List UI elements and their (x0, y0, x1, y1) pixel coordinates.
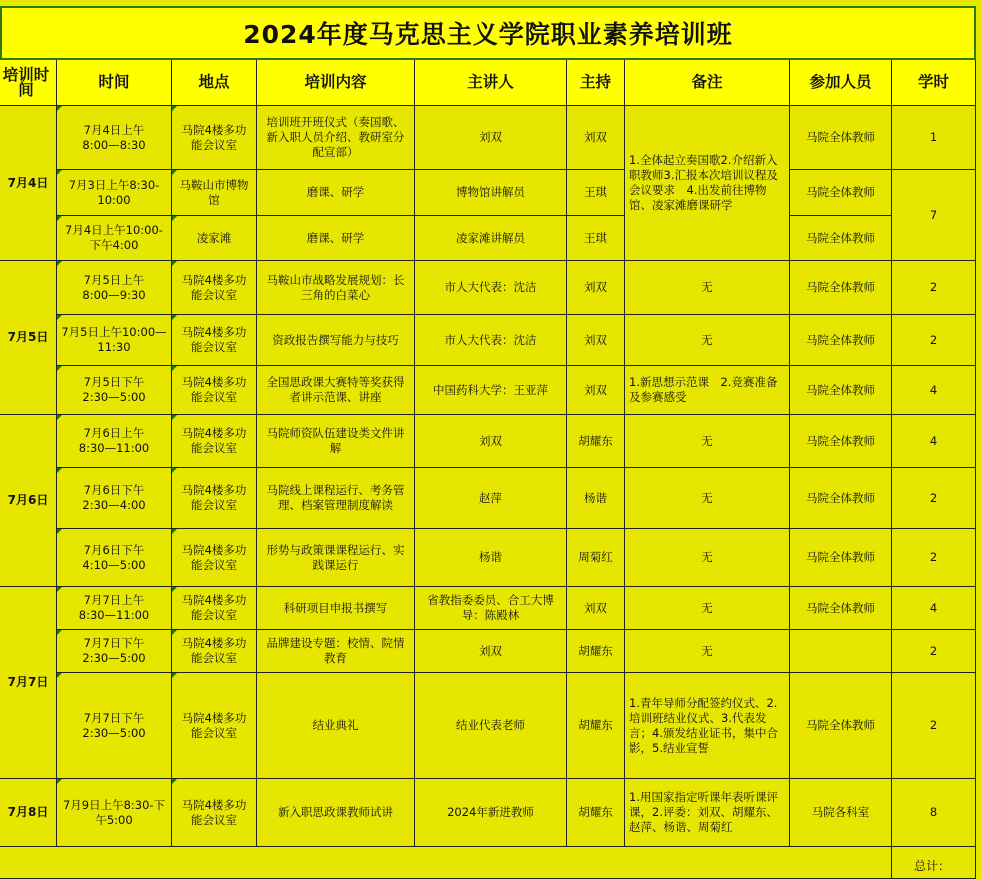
row-speaker: 刘双 (415, 106, 567, 170)
row-place: 马院4楼多功能会议室 (172, 673, 257, 779)
row-note: 无 (625, 415, 790, 468)
row-host: 胡耀东 (567, 779, 625, 847)
row-time: 7月7日上午 8:30—11:00 (57, 587, 172, 630)
row-content: 资政报告撰写能力与技巧 (257, 315, 415, 366)
date-cell: 7月4日 (0, 106, 57, 261)
row-speaker: 市人大代表：沈洁 (415, 315, 567, 366)
header-place: 地点 (172, 60, 257, 106)
date-cell: 7月5日 (0, 261, 57, 415)
row-time: 7月5日下午 2:30—5:00 (57, 366, 172, 415)
row-hours: 4 (892, 587, 976, 630)
row-time: 7月4日上午10:00-下午4:00 (57, 216, 172, 261)
row-note: 无 (625, 529, 790, 587)
row-content: 品牌建设专题：校情、院情教育 (257, 630, 415, 673)
row-note: 无 (625, 630, 790, 673)
header-note: 备注 (625, 60, 790, 106)
row-note: 无 (625, 468, 790, 529)
row-place: 马鞍山市博物馆 (172, 170, 257, 216)
row-attendees: 马院全体教师 (790, 170, 892, 216)
row-speaker: 省教指委委员、合工大博导：陈殿林 (415, 587, 567, 630)
row-speaker: 刘双 (415, 415, 567, 468)
row-host: 刘双 (567, 366, 625, 415)
row-place: 凌家滩 (172, 216, 257, 261)
row-attendees: 马院全体教师 (790, 673, 892, 779)
row-speaker: 刘双 (415, 630, 567, 673)
row-attendees: 马院全体教师 (790, 315, 892, 366)
row-time: 7月6日上午 8:30—11:00 (57, 415, 172, 468)
row-speaker: 2024年新进教师 (415, 779, 567, 847)
row-host: 杨谐 (567, 468, 625, 529)
row-place: 马院4楼多功能会议室 (172, 529, 257, 587)
row-attendees: 马院各科室 (790, 779, 892, 847)
row-content: 新入职思政课教师试讲 (257, 779, 415, 847)
row-hours: 2 (892, 315, 976, 366)
row-note: 1.新思想示范课 2.竞赛准备及参赛感受 (625, 366, 790, 415)
header-content: 培训内容 (257, 60, 415, 106)
row-content: 结业典礼 (257, 673, 415, 779)
row-note: 无 (625, 315, 790, 366)
row-note: 无 (625, 587, 790, 630)
row-time: 7月9日上午8:30-下午5:00 (57, 779, 172, 847)
row-place: 马院4楼多功能会议室 (172, 779, 257, 847)
row-hours: 2 (892, 529, 976, 587)
row-host: 胡耀东 (567, 673, 625, 779)
row-host: 周菊红 (567, 529, 625, 587)
row-hours: 2 (892, 261, 976, 315)
row-place: 马院4楼多功能会议室 (172, 630, 257, 673)
row-hours: 2 (892, 673, 976, 779)
row-content: 培训班开班仪式（奏国歌、新入职人员介绍、教研室分配宣部） (257, 106, 415, 170)
header-hours: 学时 (892, 60, 976, 106)
footer-blank (0, 847, 892, 879)
row-speaker: 杨谐 (415, 529, 567, 587)
row-speaker: 结业代表老师 (415, 673, 567, 779)
row-hours: 8 (892, 779, 976, 847)
row-hours: 1 (892, 106, 976, 170)
page-title: 2024年度马克思主义学院职业素养培训班 (243, 20, 733, 49)
row-time: 7月3日上午8:30-10:00 (57, 170, 172, 216)
row-time: 7月5日上午10:00—11:30 (57, 315, 172, 366)
row-speaker: 博物馆讲解员 (415, 170, 567, 216)
row-note: 1.用国家指定听课年表听课评课，2.评委：刘双、胡耀东、赵萍、杨谐、周菊红 (625, 779, 790, 847)
header-attendees: 参加人员 (790, 60, 892, 106)
row-hours: 4 (892, 415, 976, 468)
row-attendees: 马院全体教师 (790, 587, 892, 630)
row-attendees: 马院全体教师 (790, 216, 892, 261)
row-hours: 4 (892, 366, 976, 415)
row-content: 磨课、研学 (257, 170, 415, 216)
row-host: 胡耀东 (567, 415, 625, 468)
row-content: 马院线上课程运行、考务管理、档案管理制度解读 (257, 468, 415, 529)
row-host: 刘双 (567, 106, 625, 170)
row-place: 马院4楼多功能会议室 (172, 261, 257, 315)
row-content: 磨课、研学 (257, 216, 415, 261)
header-training-time: 培训时间 (0, 60, 57, 106)
row-place: 马院4楼多功能会议室 (172, 106, 257, 170)
total-label: 总计： (892, 847, 976, 879)
row-attendees: 马院全体教师 (790, 366, 892, 415)
header-host: 主持 (567, 60, 625, 106)
row-time: 7月6日下午 4:10—5:00 (57, 529, 172, 587)
row-time: 7月4日上午 8:00—8:30 (57, 106, 172, 170)
row-host: 胡耀东 (567, 630, 625, 673)
row-hours: 2 (892, 468, 976, 529)
row-attendees: 马院全体教师 (790, 261, 892, 315)
row-content: 形势与政策课课程运行、实践课运行 (257, 529, 415, 587)
row-time: 7月5日上午 8:00—9:30 (57, 261, 172, 315)
row-host: 刘双 (567, 261, 625, 315)
header-speaker: 主讲人 (415, 60, 567, 106)
row-note: 1.青年导师分配签约仪式、2.培训班结业仪式、3.代表发言；4.颁发结业证书，集中合影，5.结业宣誓 (625, 673, 790, 779)
day1-hours: 7 (892, 170, 976, 261)
row-content: 马院师资队伍建设类文件讲解 (257, 415, 415, 468)
row-hours: 2 (892, 630, 976, 673)
row-speaker: 凌家滩讲解员 (415, 216, 567, 261)
row-content: 马鞍山市战略发展规划：长三角的白菜心 (257, 261, 415, 315)
row-attendees: 马院全体教师 (790, 106, 892, 170)
row-host: 刘双 (567, 587, 625, 630)
date-cell: 7月7日 (0, 587, 57, 779)
day1-note: 1.全体起立奏国歌2.介绍新入职教师3.汇报本次培训议程及会议要求 4.出发前往博物馆、凌家滩磨课研学 (625, 106, 790, 261)
title-bar (0, 6, 976, 60)
row-place: 马院4楼多功能会议室 (172, 468, 257, 529)
row-host: 王琪 (567, 216, 625, 261)
row-host: 刘双 (567, 315, 625, 366)
row-content: 科研项目申报书撰写 (257, 587, 415, 630)
row-place: 马院4楼多功能会议室 (172, 587, 257, 630)
row-attendees (790, 630, 892, 673)
row-attendees: 马院全体教师 (790, 468, 892, 529)
row-attendees: 马院全体教师 (790, 415, 892, 468)
date-cell: 7月6日 (0, 415, 57, 587)
row-attendees: 马院全体教师 (790, 529, 892, 587)
row-time: 7月7日下午 2:30—5:00 (57, 673, 172, 779)
date-cell: 7月8日 (0, 779, 57, 847)
row-note: 无 (625, 261, 790, 315)
header-time: 时间 (57, 60, 172, 106)
row-content: 全国思政课大赛特等奖获得者讲示范课、讲座 (257, 366, 415, 415)
row-speaker: 中国药科大学：王亚萍 (415, 366, 567, 415)
row-place: 马院4楼多功能会议室 (172, 415, 257, 468)
row-time: 7月6日下午 2:30—4:00 (57, 468, 172, 529)
row-speaker: 赵萍 (415, 468, 567, 529)
row-time: 7月7日下午 2:30—5:00 (57, 630, 172, 673)
row-place: 马院4楼多功能会议室 (172, 315, 257, 366)
row-host: 王琪 (567, 170, 625, 216)
row-speaker: 市人大代表：沈洁 (415, 261, 567, 315)
row-place: 马院4楼多功能会议室 (172, 366, 257, 415)
